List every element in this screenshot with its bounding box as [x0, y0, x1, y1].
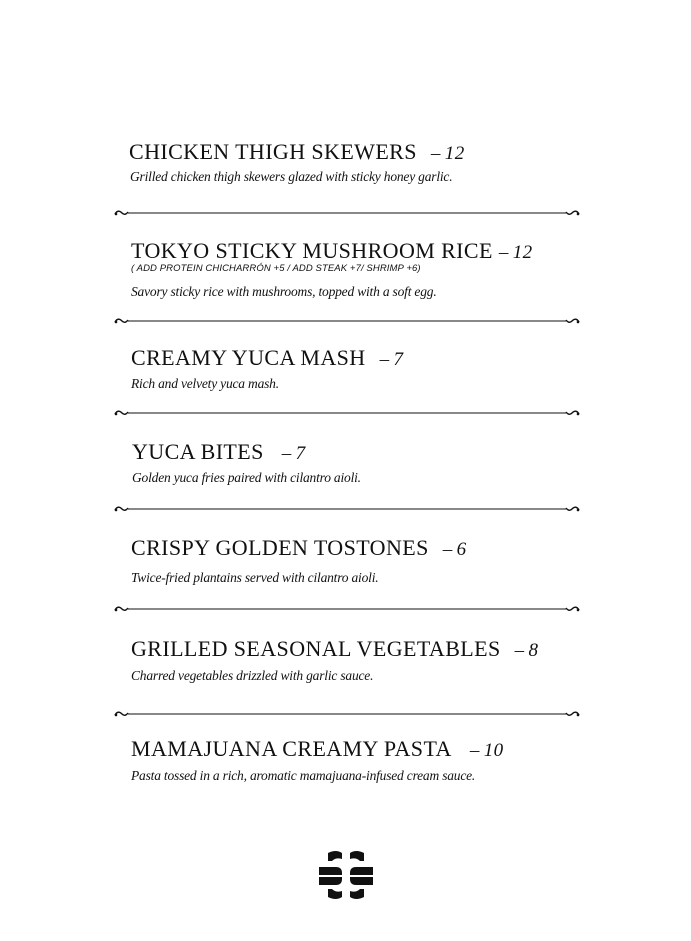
item-title-line — [129, 141, 465, 163]
item-title-line — [131, 638, 538, 660]
price-separator: – — [281, 443, 292, 464]
item-add-protein-note: ( ADD PROTEIN CHICHARRÓN +5 / ADD STEAK +7/ SHRIMP +6) — [131, 263, 421, 274]
menu-divider — [113, 316, 581, 326]
item-price: 7 — [393, 349, 404, 370]
price-separator: – — [514, 640, 525, 661]
price-separator: – — [498, 242, 509, 263]
item-title-line — [131, 347, 403, 369]
scroll-ornament-icon — [113, 408, 581, 418]
item-name: MAMAJUANA CREAMY PASTA — [131, 736, 452, 761]
item-price: 8 — [528, 640, 539, 661]
item-price: 7 — [295, 443, 306, 464]
menu-divider — [113, 604, 581, 614]
item-price: 12 — [512, 242, 533, 263]
item-name: CRISPY GOLDEN TOSTONES — [131, 535, 429, 560]
item-name: YUCA BITES — [132, 439, 264, 464]
price-separator: – — [379, 349, 390, 370]
item-price: 6 — [456, 539, 467, 560]
item-description: Rich and velvety yuca mash. — [131, 376, 279, 391]
item-name: CHICKEN THIGH SKEWERS — [129, 139, 417, 164]
item-description: Twice-fried plantains served with cilantro aioli. — [131, 570, 379, 585]
price-separator: – — [442, 539, 453, 560]
interlocking-arches-logo-icon — [318, 849, 374, 901]
item-description: Pasta tossed in a rich, aromatic mamajuana-infused cream sauce. — [131, 768, 476, 783]
item-price: 10 — [483, 740, 504, 761]
scroll-ornament-icon — [113, 604, 581, 614]
menu-divider — [113, 408, 581, 418]
item-description: Charred vegetables drizzled with garlic sauce. — [131, 668, 374, 683]
menu-divider — [113, 709, 581, 719]
scroll-ornament-icon — [113, 709, 581, 719]
item-description: Savory sticky rice with mushrooms, topped with a soft egg. — [131, 284, 437, 299]
menu-divider — [113, 208, 581, 218]
scroll-ornament-icon — [113, 208, 581, 218]
item-name: GRILLED SEASONAL VEGETABLES — [131, 636, 501, 661]
item-title-line — [131, 240, 533, 262]
item-price: 12 — [444, 143, 465, 164]
item-title-line — [132, 441, 306, 463]
item-description: Golden yuca fries paired with cilantro aioli. — [132, 470, 361, 485]
item-title-line — [131, 738, 504, 760]
item-name: TOKYO STICKY MUSHROOM RICE — [131, 238, 493, 263]
price-separator: – — [430, 143, 441, 164]
price-separator: – — [469, 740, 480, 761]
scroll-ornament-icon — [113, 316, 581, 326]
item-name: CREAMY YUCA MASH — [131, 345, 366, 370]
scroll-ornament-icon — [113, 504, 581, 514]
item-description: Grilled chicken thigh skewers glazed with sticky honey garlic. — [130, 169, 453, 184]
item-title-line — [131, 537, 467, 559]
menu-divider — [113, 504, 581, 514]
